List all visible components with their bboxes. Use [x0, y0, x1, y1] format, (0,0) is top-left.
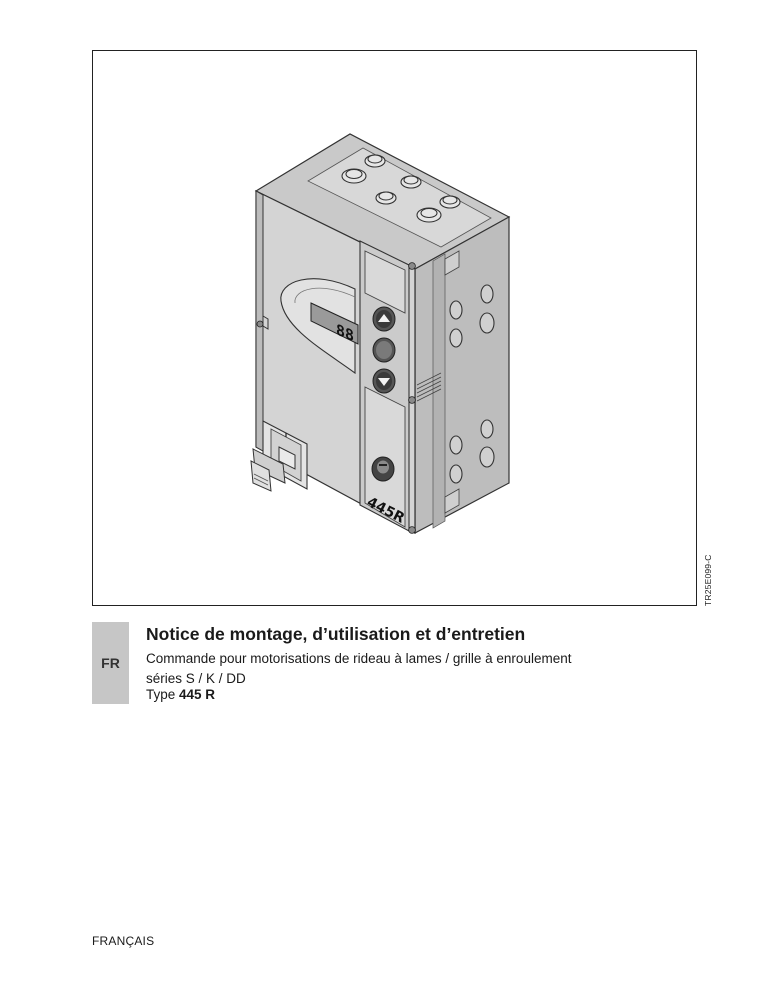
down-button[interactable]: [373, 369, 395, 393]
display-readout: 88: [336, 320, 355, 346]
type-line: [146, 687, 215, 703]
document-subtitle: Commande pour motorisations de rideau à lames / grille à enroulement: [146, 651, 572, 666]
language-tab: [92, 622, 129, 704]
key-switch-icon: [372, 457, 394, 481]
up-button[interactable]: [373, 307, 395, 331]
document-title: Notice de montage, d’utilisation et d’entretien: [146, 624, 526, 644]
type-value: 445 R: [179, 687, 216, 702]
control-unit-illustration: [93, 51, 698, 607]
language-tab-label: FR: [101, 655, 120, 671]
type-prefix: Type: [146, 687, 180, 702]
figure-reference-code: TR25E099-C: [703, 554, 713, 606]
figure-frame: [92, 50, 697, 606]
side-rail: [433, 254, 445, 528]
housing-side-face: [415, 217, 509, 533]
device-label: 445R: [364, 494, 408, 527]
series-line: séries S / K / DD: [146, 671, 246, 686]
footer-language: FRANÇAIS: [92, 934, 155, 948]
stop-button[interactable]: [373, 338, 395, 362]
